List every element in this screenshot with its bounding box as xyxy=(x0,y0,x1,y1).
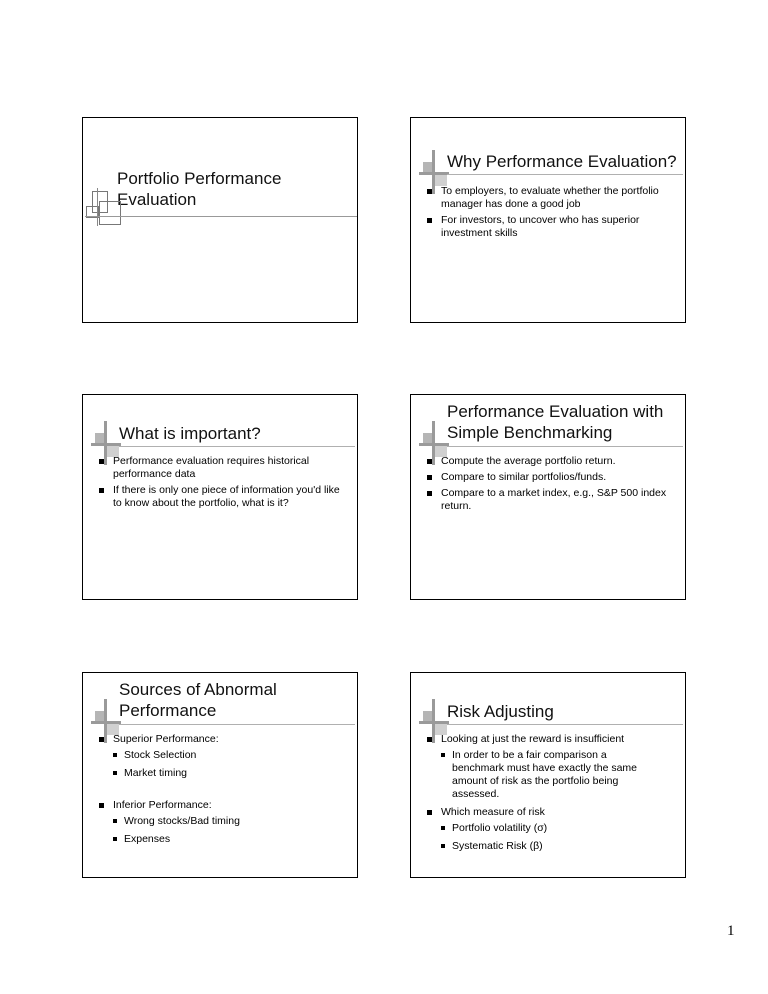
title-rule xyxy=(119,446,355,447)
slide-5 xyxy=(82,672,358,878)
slide-1 xyxy=(82,117,358,323)
title-rule xyxy=(447,724,683,725)
list-item: For investors, to uncover who has superior investment skills xyxy=(425,214,673,240)
sub-list-item: Portfolio volatility (σ) xyxy=(441,822,673,835)
sub-list xyxy=(113,815,345,846)
sub-list-item: Systematic Risk (β) xyxy=(441,840,673,853)
list-item: Compare to a market index, e.g., S&P 500 index return. xyxy=(425,487,673,513)
slide-title: Portfolio Performance Evaluation xyxy=(117,169,282,209)
title-rule xyxy=(119,724,355,725)
slide-title-line: Simple Benchmarking xyxy=(447,423,613,442)
bullet-list xyxy=(425,733,673,858)
title-rule xyxy=(447,446,683,447)
slide-2 xyxy=(410,117,686,323)
sub-list xyxy=(441,822,673,853)
bullet-list xyxy=(97,733,345,851)
slide-3 xyxy=(82,394,358,600)
sub-list xyxy=(441,749,673,801)
page-number: 1 xyxy=(727,923,735,939)
list-item-label: Looking at just the reward is insufficient xyxy=(441,733,625,745)
title-deco-box xyxy=(99,201,121,225)
list-item-label: Inferior Performance: xyxy=(113,799,212,811)
slide-title-line: Performance xyxy=(119,701,217,720)
slide-title xyxy=(447,401,663,443)
list-item xyxy=(425,806,673,853)
title-rule xyxy=(447,174,683,175)
slide-title: What is important? xyxy=(119,424,261,443)
bullet-list xyxy=(97,455,345,513)
bullet-list xyxy=(425,185,673,243)
list-item: Compute the average portfolio return. xyxy=(425,455,673,468)
slide-title: Why Performance Evaluation? xyxy=(447,152,677,171)
title-rule-vertical xyxy=(97,188,98,226)
slide-title-line: Sources of Abnormal xyxy=(119,680,277,699)
sub-list-item: Wrong stocks/Bad timing xyxy=(113,815,345,828)
slide-title-line: Performance Evaluation with xyxy=(447,402,664,421)
list-item: To employers, to evaluate whether the portfolio manager has done a good job xyxy=(425,185,673,211)
slide-title: Risk Adjusting xyxy=(447,702,554,721)
title-rule xyxy=(85,216,357,217)
bullet-list xyxy=(425,455,673,516)
slide-6 xyxy=(410,672,686,878)
sub-list-item: Market timing xyxy=(113,767,345,780)
list-item: If there is only one piece of information you'd like to know about the portfolio, what is it? xyxy=(97,484,345,510)
list-item: Performance evaluation requires historical performance data xyxy=(97,455,345,481)
sub-list-item: Expenses xyxy=(113,833,345,846)
sub-list-item: In order to be a fair comparison a benchmark must have exactly the same amount of risk as the portfolio being assessed. xyxy=(441,749,652,801)
sub-list-item: Stock Selection xyxy=(113,749,345,762)
list-item-label: Which measure of risk xyxy=(441,806,545,818)
list-item xyxy=(97,733,345,780)
list-item xyxy=(97,799,345,846)
slide-title xyxy=(119,679,277,721)
list-item-label: Superior Performance: xyxy=(113,733,219,745)
sub-list xyxy=(113,749,345,780)
list-item xyxy=(425,733,673,801)
slide-4 xyxy=(410,394,686,600)
list-item: Compare to similar portfolios/funds. xyxy=(425,471,673,484)
